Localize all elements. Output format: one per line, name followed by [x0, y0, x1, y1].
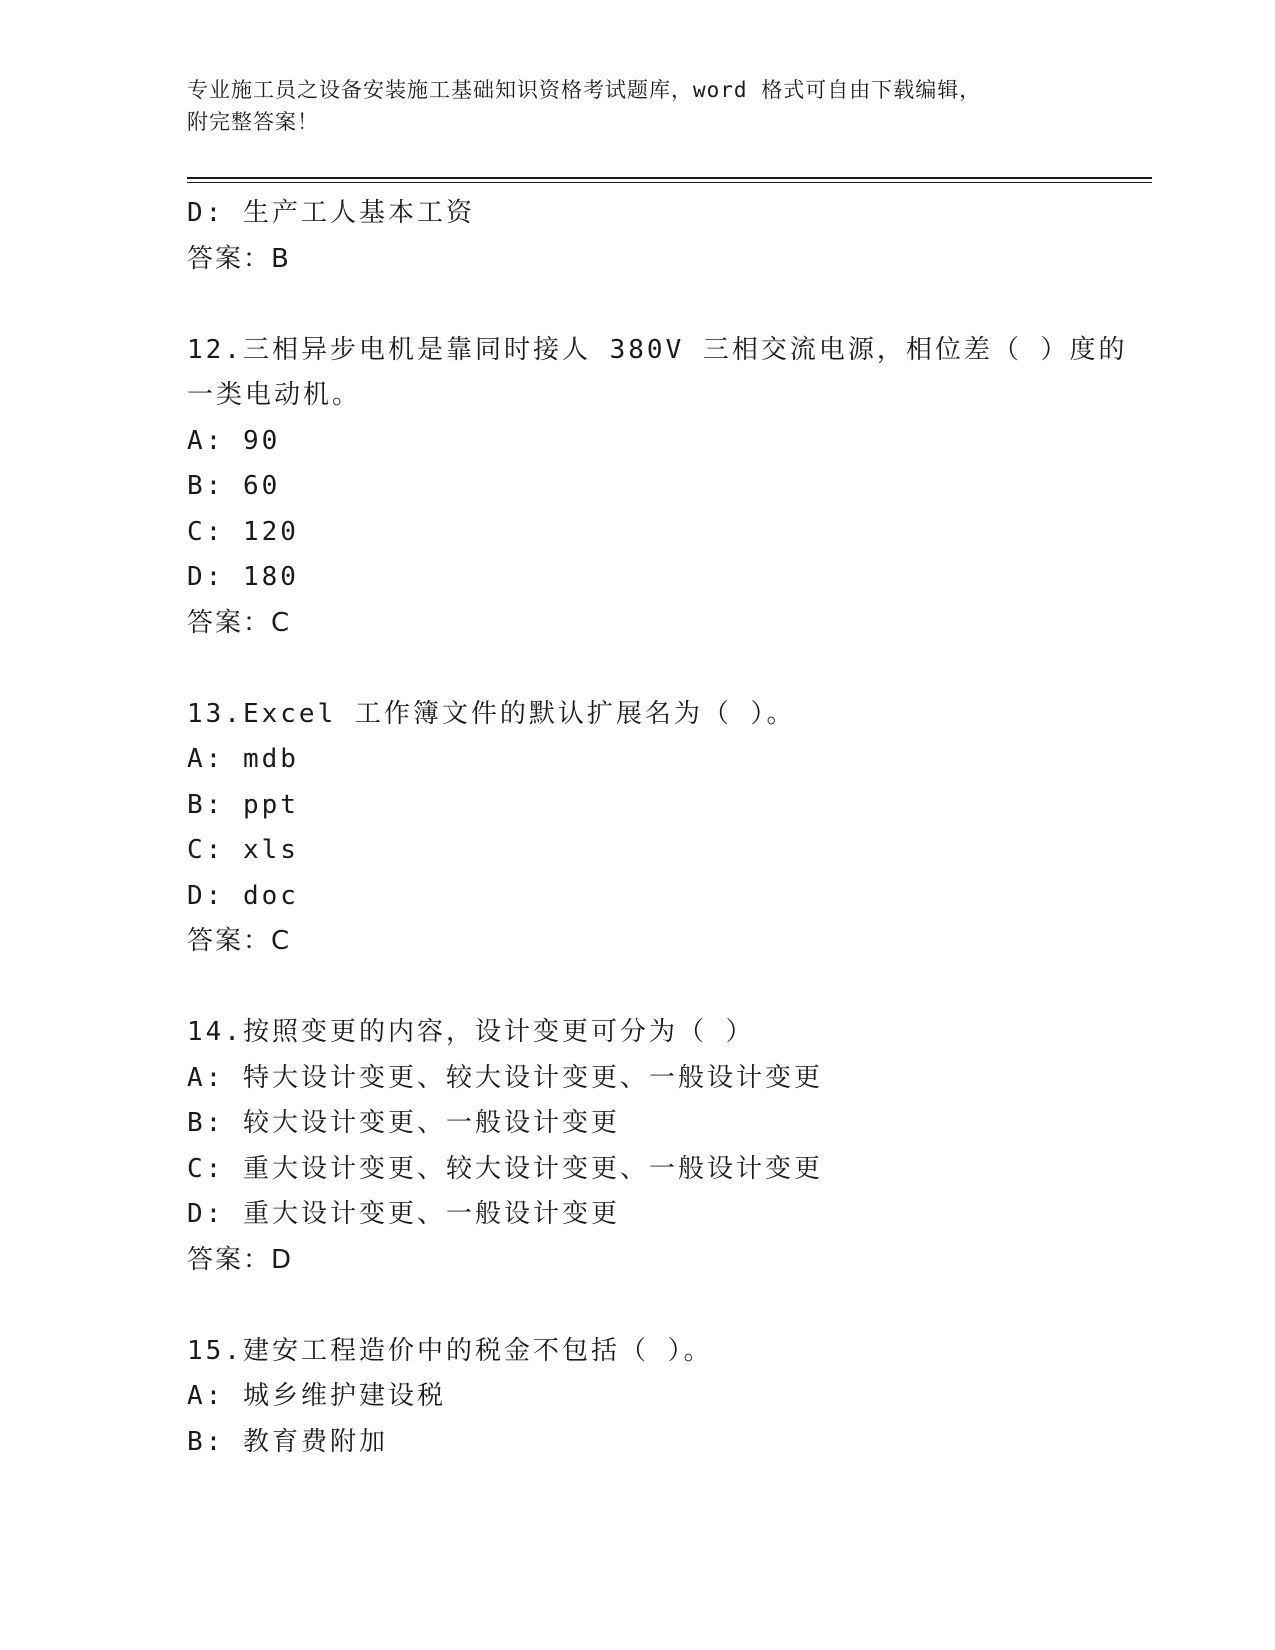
question-list [187, 191, 1128, 1465]
option-d: D: doc [187, 880, 299, 911]
question-stem: 13.Excel 工作簿文件的默认扩展名为（ ）。 [187, 698, 796, 729]
header-line-2: 附完整答案！ [187, 110, 319, 134]
header-line-1: 专业施工员之设备安装施工基础知识资格考试题库，word 格式可自由下载编辑， [187, 78, 982, 102]
question-15 [187, 1329, 1087, 1466]
answer-line: 答案：C [187, 607, 292, 638]
spacer [187, 282, 1087, 328]
spacer [187, 965, 1087, 1011]
spacer [187, 646, 1087, 692]
option-d: D: 重大设计变更、一般设计变更 [187, 1199, 620, 1229]
question-12 [187, 328, 1128, 647]
option-d: D: 180 [187, 562, 299, 592]
option-c: C: xls [187, 835, 299, 865]
question-stem-continued: 一类电动机。 [187, 380, 362, 410]
option-c: C: 120 [187, 516, 299, 547]
header-divider-thin [187, 182, 1152, 183]
answer-line: 答案：C [187, 926, 292, 956]
option-a: A: 城乡维护建设税 [187, 1381, 446, 1411]
option-b: B: 较大设计变更、一般设计变更 [187, 1108, 620, 1138]
question-stem: 14.按照变更的内容，设计变更可分为（ ） [187, 1017, 755, 1047]
question-stem: 12.三相异步电机是靠同时接人 380V 三相交流电源，相位差（ ）度的 [187, 334, 1128, 365]
question-13 [187, 692, 1087, 965]
option-c: C: 重大设计变更、较大设计变更、一般设计变更 [187, 1153, 823, 1184]
answer-line: 答案：B [187, 243, 291, 274]
spacer [187, 1283, 1087, 1329]
option-d: D: 生产工人基本工资 [187, 198, 475, 228]
question-14 [187, 1010, 1087, 1283]
option-a: A: 特大设计变更、较大设计变更、一般设计变更 [187, 1062, 823, 1093]
question-stem: 15.建安工程造价中的税金不包括（ ）。 [187, 1335, 713, 1366]
option-b: B: 教育费附加 [187, 1426, 388, 1457]
option-b: B: 60 [187, 471, 281, 501]
option-a: A: 90 [187, 425, 281, 456]
option-a: A: mdb [187, 744, 299, 774]
header-divider-thick [187, 177, 1152, 179]
option-b: B: ppt [187, 789, 299, 820]
document-header [187, 74, 1067, 138]
answer-line: 答案：D [187, 1244, 294, 1275]
